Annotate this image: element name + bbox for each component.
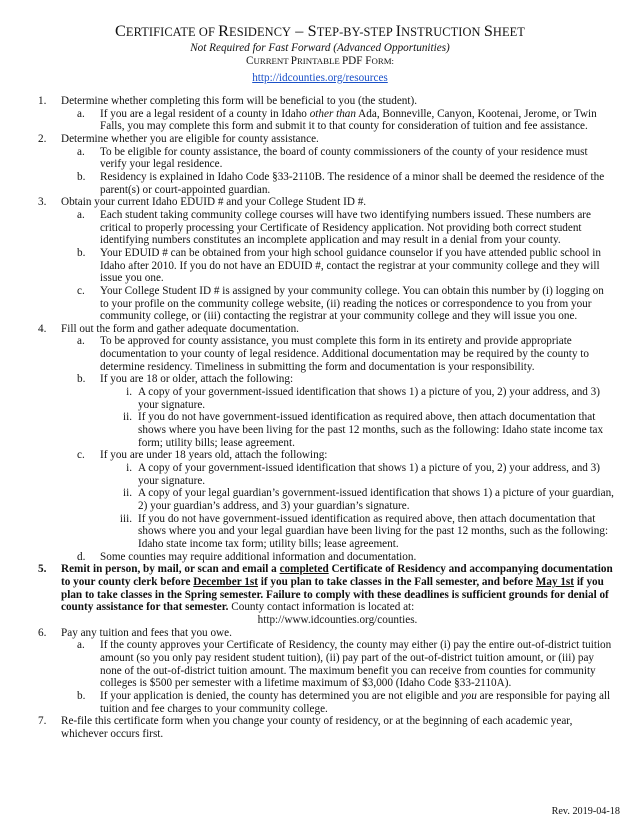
sub-item: a. Each student taking community college courses will have two identifying numbers issued. These numbers are critical to properly processing your Certificate of Residency application. Not providing both correct student identifying numbers constitutes an incomplete application and may result in a denial from your county. [77,208,591,247]
counties-link[interactable]: http://www.idcounties.org/counties. [257,613,418,626]
list-item: 5. Remit in person, by mail, or scan and email a completed Certificate of Residency and accompanying documentation to your county clerk before December 1st if you plan to take classes in the Fall semester, and before May 1st if you plan to take classes in the Spring semester. Failure to comply with these deadlines is sufficient grounds for denial of county assistance for that semester. County contact information is located at: http://www.idcounties.org/counties. [38,563,613,626]
sub-item: d. Some counties may require additional information and documentation. [77,550,417,563]
form-label: CURRENT PRINTABLE PDF FORM: [246,55,394,67]
roman-item: ii. A copy of your legal guardian’s government-issued identification that shows 1) a picture of your guardian, 2) your guardian’s address, and 3) your guardian’s signature. [122,487,614,512]
list-item: 7. Re-file this certificate form when you change your county of residency, or at the beginning of each academic year, whichever occurs first. [38,715,573,740]
sub-item: b. If your application is denied, the county has determined you are not eligible and you are responsible for paying all tuition and fee charges to your community college. [77,689,611,715]
list-item: 2. Determine whether you are eligible for county assistance. a. To be eligible for county assistance, the board of county commissioners of the county of your residence must verify your legal residence. b. Residency is explained in Idaho Code §33-2110B. The residence of a minor shall be deemed the residence of the parent(s) or court-appointed guardian. [18,133,614,196]
resources-link[interactable]: http://idcounties.org/resources [252,72,388,84]
list-item: 3. Obtain your current Idaho EDUID # and your College Student ID #. a. Each student taking community college courses will have two identifying numbers issued. These numbers are critical to properly processing your Certificate of Residency application. Not providing both correct student identifying numbers constitutes an incomplete application and may result in a denial from your county. b. Your EDUID # can be obtained from your high school guidance counselor if you have attended public school in Idaho after 2010. If you do not have an EDUID #, contact the registrar at your community college and they will issue you one. c. Your College Student ID # is assigned by your community college. You can obtain this number by (i) logging on to your profile on the community college website, (ii) reading the notices or correspondence to you from your community college, or (iii) contacting the registrar at your community college and they will issue you one. [18,196,614,323]
instruction-list [18,95,614,740]
sub-item: a. If the county approves your Certificate of Residency, the county may either (i) pay the entire out-of-district tuition amount (so you only pay resident student tuition), (ii) pay part of the out-of-district tuition amount, or (iii) pay none of the out-of-district tuition amount. The maximum benefit you can receive from counties for community colleges is $500 per semester with a lifetime maximum of $3,000 (Idaho Code §33-2110A). [77,639,612,690]
roman-item: ii. If you do not have government-issued identification as required above, then attach documentation that shows where you have been living for the past 12 months, such as the following: Idaho state income tax form; utility bills; lease agreement. [122,411,604,449]
roman-item: iii. If you do not have government-issued identification as required above, then attach documentation that shows where you and your legal guardian have been living for the past 12 months, such as the following: Idaho state income tax form; utility bills; lease agreement. [119,512,609,550]
list-item: 4. Fill out the form and gather adequate documentation. a. To be approved for county assistance, you must complete this form in its entirety and provide appropriate documentation to your county of legal residence. Additional documentation may be required by the county to determine residency. Timeliness in submitting the form and documentation is your responsibility. b. If you are 18 or older, attach the following: i. A copy of your government-issued identification that shows 1) a picture of you, 2) your address, and 3) your signature. ii. If you do not have government-issued identification as required above, then attach documentation that shows where you have been living for the past 12 months, such as the following: Idaho state income tax form; utility bills; lease agreement. c. If you are under 18 years old, attach the following: i. A copy of your government-issued identification that shows 1) a picture of you, 2) your address, and 3) your signature. ii. A copy of your legal guardian’s government-issued identification that shows 1) a picture of your guardian, 2) your guardian’s address, and 3) your guardian’s signature. iii. If you do not have government-issued identification as required above, then attach documentation that shows where you and your legal guardian have been living for the past 12 months, such as the following: Idaho state income tax form; utility bills; lease agreement. d. Some counties may require additional information and documentation. [18,323,614,563]
roman-item: i. A copy of your government-issued identification that shows 1) a picture of you, 2) your address, and 3) your signature. [126,462,600,487]
sub-item: b. If you are 18 or older, attach the following: [77,373,294,386]
sub-item: c. If you are under 18 years old, attach the following: [77,449,328,462]
sub-item: a. To be eligible for county assistance, the board of county commissioners of the county of your residence must verify your legal residence. [77,145,588,171]
list-item: 6. Pay any tuition and fees that you owe. a. If the county approves your Certificate of Residency, the county may either (i) pay the entire out-of-district tuition amount (so you only pay resident student tuition), (ii) pay part of the out-of-district tuition amount, or (iii) pay none of the out-of-district tuition amount. The maximum benefit you can receive from counties for community colleges is $500 per semester with a lifetime maximum of $3,000 (Idaho Code §33-2110A). b. If your application is denied, the county has determined you are not eligible and you are responsible for paying all tuition and fee charges to your community college. [18,627,614,716]
page-title: CERTIFICATE OF RESIDENCY – STEP-BY-STEP INSTRUCTION SHEET [115,22,525,40]
list-item: 1. Determine whether completing this form will be beneficial to you (the student). a. If you are a legal resident of a county in Idaho other than Ada, Bonneville, Canyon, Kootenai, Jerome, or Twin Falls, you may complete this form and submit it to that county for consideration of tuition and fee assistance. [18,95,614,133]
sub-item: b. Residency is explained in Idaho Code §33-2110B. The residence of a minor shall be deemed the residence of the parent(s) or court-appointed guardian. [77,170,605,196]
sub-item: a. If you are a legal resident of a county in Idaho other than Ada, Bonneville, Canyon, Kootenai, Jerome, or Twin Falls, you may complete this form and submit it to that county for consideration of tuition and fee assistance. [77,107,597,133]
sub-item: b. Your EDUID # can be obtained from your high school guidance counselor if you have attended public school in Idaho after 2010. If you do not have an EDUID #, contact the registrar at your community college and they will issue you one. [77,246,601,285]
document-header [0,22,640,86]
page-subtitle: Not Required for Fast Forward (Advanced Opportunities) [190,42,450,54]
roman-item: i. A copy of your government-issued identification that shows 1) a picture of you, 2) your address, and 3) your signature. [126,386,600,411]
sub-item: c. Your College Student ID # is assigned by your community college. You can obtain this number by (i) logging on to your profile on the community college website, (ii) reading the notices or correspondence to you from your community college, or (iii) contacting the registrar at your community college and they will issue you one. [77,284,604,323]
revision-label: Rev. 2019-04-18 [551,806,620,817]
sub-item: a. To be approved for county assistance, you must complete this form in its entirety and provide appropriate documentation to your county of legal residence. Additional documentation may be required by the county to determine residency. Timeliness in submitting the form and documentation is your responsibility. [77,335,590,373]
